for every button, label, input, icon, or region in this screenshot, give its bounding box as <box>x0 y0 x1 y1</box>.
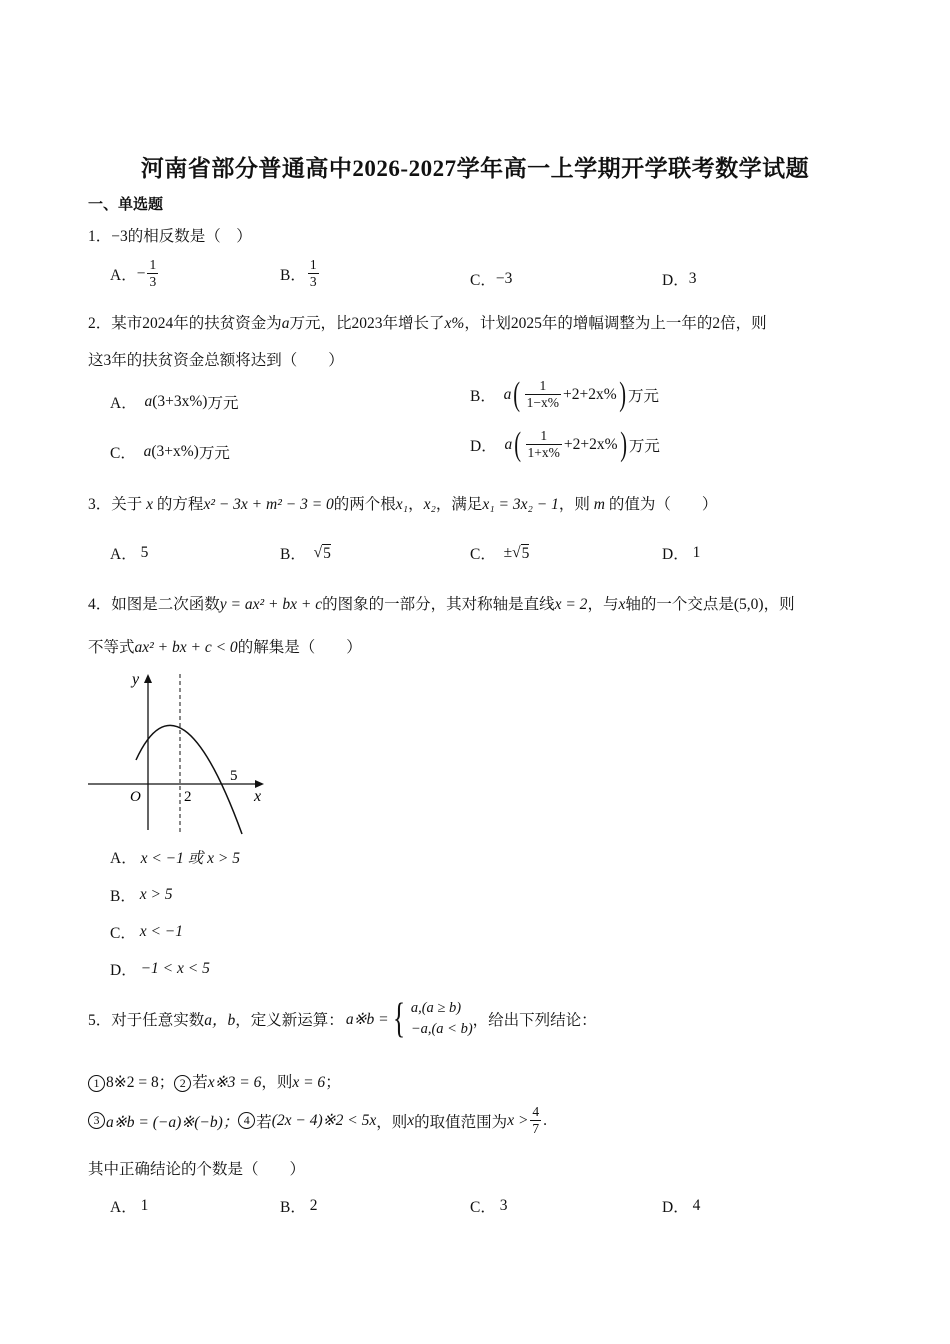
x-axis-label: x <box>254 788 262 805</box>
y-axis-arrow <box>144 674 152 683</box>
question-2-stem-line1: 2．某市2024年的扶贫资金为a万元，比2023年增长了x%，计划2025年的增幅调整为上一年的2倍，则 <box>88 315 767 332</box>
question-3-stem: 3．关于 x 的方程x² − 3x + m² − 3 = 0的两个根x₁，x₂，满足x₁ = 3x₂ − 1，则 m 的值为（ ） <box>88 496 718 513</box>
section-heading: 一、单选题 <box>88 197 164 213</box>
q2-option-d[interactable]: D． a ( $\frac{1}{1+x\%}$ +2+2x% ) 万元 <box>470 425 660 463</box>
q4-option-a[interactable]: A． x < −1 或 x > 5 <box>110 850 240 867</box>
q1-option-a[interactable]: A． − $\frac{1}{3}$ <box>110 257 157 289</box>
question-4-stem-line2: 不等式ax² + bx + c < 0的解集是（ ） <box>88 639 362 656</box>
q1-option-b[interactable]: B． $\frac{1}{3}$ <box>280 257 317 289</box>
q5-option-b[interactable]: B． 2 <box>280 1197 318 1216</box>
question-5-stem: 5． 对于任意实数 a，b ，定义新运算： a※b = { a,(a ≥ b) −a,(a < b) ，给出下列结论： <box>88 996 597 1042</box>
q5-conclusion-3-4: 3 a※b = (−a)※(−b)； 4 若 (2x − 4)※2 < 5x ，则 x 的取值范围为 x > $\frac{4}{7}$ . <box>88 1104 547 1137</box>
q1-option-d[interactable]: D． 3 <box>662 270 697 289</box>
question-1-stem: 1．−3的相反数是（ ） <box>88 228 252 245</box>
q2-option-c[interactable]: C． a (3+x%) 万元 <box>110 443 230 462</box>
tick-label-5: 5 <box>230 768 238 784</box>
q5-option-c[interactable]: C． 3 <box>470 1197 508 1216</box>
q5-option-d[interactable]: D． 4 <box>662 1197 701 1216</box>
y-axis-label: y <box>132 671 140 688</box>
q4-option-b[interactable]: B． x > 5 <box>110 886 173 905</box>
question-5-prompt: 其中正确结论的个数是（ ） <box>88 1161 306 1178</box>
tick-label-2: 2 <box>184 789 192 805</box>
q2-option-a[interactable]: A． a (3+3x%) 万元 <box>110 393 239 412</box>
page-title: 河南省部分普通高中2026-2027学年高一上学期开学联考数学试题 <box>140 156 810 181</box>
parabola-graph <box>84 668 274 836</box>
q4-option-d[interactable]: D． −1 < x < 5 <box>110 960 210 979</box>
q3-option-a[interactable]: A． 5 <box>110 544 149 563</box>
question-4-stem-line1: 4．如图是二次函数y = ax² + bx + c的图象的一部分，其对称轴是直线x = 2，与x轴的一个交点是(5,0)，则 <box>88 596 795 613</box>
q4-option-c[interactable]: C． x < −1 <box>110 923 184 942</box>
q3-option-c[interactable]: C． ± √ 5 <box>470 544 530 563</box>
q3-option-b[interactable]: B． √ 5 <box>280 544 331 563</box>
q3-option-d[interactable]: D． 1 <box>662 544 701 563</box>
q5-option-a[interactable]: A． 1 <box>110 1197 149 1216</box>
q5-conclusion-1-2: 1 8※2 = 8； 2 若x※3 = 6，则x = 6； <box>88 1070 341 1092</box>
parabola-curve <box>136 725 242 834</box>
origin-label: O <box>130 789 141 805</box>
question-2-stem-line2: 这3年的扶贫资金总额将达到（ ） <box>88 352 344 369</box>
q2-option-b[interactable]: B． a ( $\frac{1}{1-x\%}$ +2+2x% ) 万元 <box>470 375 660 413</box>
q1-option-c[interactable]: C． −3 <box>470 270 513 289</box>
x-axis-arrow <box>255 780 264 788</box>
